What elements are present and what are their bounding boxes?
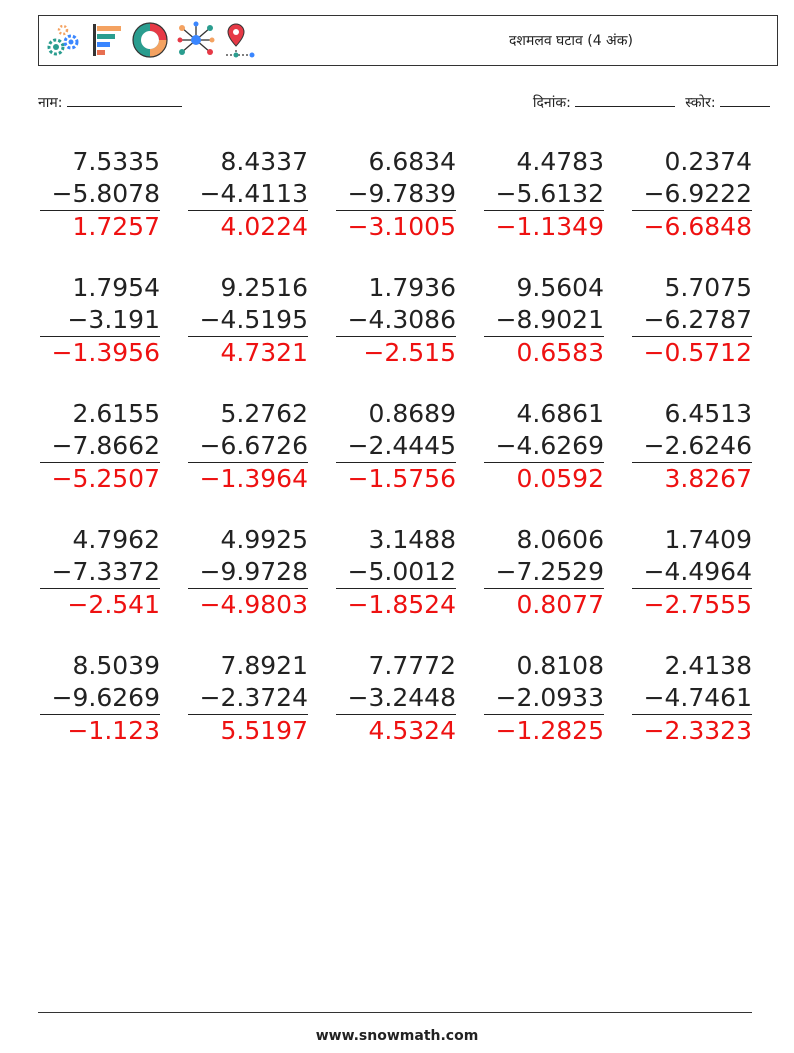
name-blank[interactable] [67,92,182,107]
problem-row [0,146,794,272]
subtrahend-value: −2.6246 [632,430,752,463]
problem-row [0,650,794,776]
minuend-value: 2.4138 [664,651,752,680]
subtraction-problem [188,272,308,369]
subtraction-problem [188,146,308,243]
minuend-value: 7.8921 [220,651,308,680]
subtraction-problem [336,272,456,369]
minuend-value: 8.0606 [516,525,604,554]
answer-value: 4.7321 [220,338,308,367]
answer-value: −1.3964 [199,464,308,493]
donut-chart-icon [130,20,170,60]
answer-value: −1.5756 [347,464,456,493]
score-label: स्कोर: [685,95,716,111]
minuend-value: 1.7409 [664,525,752,554]
answer-value: 0.0592 [516,464,604,493]
minuend-value: 1.7954 [72,273,160,302]
subtraction-problem [188,650,308,747]
subtraction-problem [336,398,456,495]
subtraction-problem [484,650,604,747]
subtraction-problem [632,398,752,495]
date-field [533,92,675,112]
score-blank[interactable] [720,92,770,107]
answer-value: −4.9803 [199,590,308,619]
answer-value: 0.6583 [516,338,604,367]
score-field [685,92,770,112]
subtrahend-value: −6.9222 [632,178,752,211]
minuend-value: 4.6861 [516,399,604,428]
answer-value: −1.8524 [347,590,456,619]
subtraction-problem [484,146,604,243]
minuend-value: 5.2762 [220,399,308,428]
subtrahend-value: −7.3372 [40,556,160,589]
subtrahend-value: −3.191 [40,304,160,337]
date-label: दिनांक: [532,95,571,111]
date-score-fields [533,92,770,112]
subtrahend-value: −4.6269 [484,430,604,463]
subtrahend-value: −2.4445 [336,430,456,463]
bar-chart-icon [90,20,124,60]
minuend-value: 0.2374 [664,147,752,176]
answer-value: −0.5712 [643,338,752,367]
answer-value: −2.3323 [643,716,752,745]
minuend-value: 7.5335 [72,147,160,176]
problem-row [0,398,794,524]
answer-value: 0.8077 [516,590,604,619]
minuend-value: 4.4783 [516,147,604,176]
subtraction-problem [40,524,160,621]
subtrahend-value: −8.9021 [484,304,604,337]
subtraction-problem [632,146,752,243]
problem-row [0,524,794,650]
subtraction-problem [40,272,160,369]
answer-value: −1.123 [67,716,160,745]
answer-value: 5.5197 [220,716,308,745]
subtraction-problem [484,272,604,369]
subtrahend-value: −5.8078 [40,178,160,211]
subtrahend-value: −3.2448 [336,682,456,715]
minuend-value: 7.7772 [368,651,456,680]
answer-value: −6.6848 [643,212,752,241]
subtraction-problem [336,650,456,747]
answer-value: −1.2825 [495,716,604,745]
subtrahend-value: −2.3724 [188,682,308,715]
answer-value: −2.541 [67,590,160,619]
subtraction-problem [484,524,604,621]
problem-row [0,272,794,398]
subtraction-problem [188,398,308,495]
answer-value: −1.3956 [51,338,160,367]
minuend-value: 4.7962 [72,525,160,554]
footer-url: www.snowmath.com [315,1028,479,1044]
minuend-value: 8.5039 [72,651,160,680]
subtrahend-value: −9.9728 [188,556,308,589]
subtrahend-value: −4.5195 [188,304,308,337]
answer-value: −3.1005 [347,212,456,241]
date-blank[interactable] [575,92,675,107]
subtrahend-value: −5.0012 [336,556,456,589]
answer-value: 4.5324 [368,716,456,745]
gears-icon [44,20,84,60]
answer-value: −2.515 [363,338,456,367]
subtraction-problem [336,524,456,621]
subtrahend-value: −4.4964 [632,556,752,589]
minuend-value: 8.4337 [220,147,308,176]
header-icons [44,20,258,60]
subtrahend-value: −2.0933 [484,682,604,715]
minuend-value: 0.8689 [368,399,456,428]
subtraction-problem [40,650,160,747]
subtraction-problem [188,524,308,621]
answer-value: 3.8267 [664,464,752,493]
name-label: नाम: [38,95,63,111]
footer-divider [38,1012,752,1013]
subtrahend-value: −7.2529 [484,556,604,589]
name-field [38,92,182,112]
subtrahend-value: −6.6726 [188,430,308,463]
minuend-value: 5.7075 [664,273,752,302]
worksheet-title: दशमलव घटाव (4 अंक) [509,33,633,49]
subtrahend-value: −9.6269 [40,682,160,715]
subtraction-problem [632,650,752,747]
subtrahend-value: −9.7839 [336,178,456,211]
subtrahend-value: −4.7461 [632,682,752,715]
subtraction-problem [40,398,160,495]
minuend-value: 9.2516 [220,273,308,302]
subtraction-problem [40,146,160,243]
subtraction-problem [484,398,604,495]
header-box [38,15,778,66]
minuend-value: 6.6834 [368,147,456,176]
subtraction-problem [336,146,456,243]
minuend-value: 3.1488 [368,525,456,554]
answer-value: −1.1349 [495,212,604,241]
subtraction-problem [632,524,752,621]
answer-value: 1.7257 [72,212,160,241]
network-icon [176,20,216,60]
subtrahend-value: −7.8662 [40,430,160,463]
answer-value: 4.0224 [220,212,308,241]
location-pin-icon [222,20,258,60]
minuend-value: 4.9925 [220,525,308,554]
minuend-value: 9.5604 [516,273,604,302]
minuend-value: 2.6155 [72,399,160,428]
minuend-value: 1.7936 [368,273,456,302]
subtrahend-value: −4.3086 [336,304,456,337]
subtrahend-value: −4.4113 [188,178,308,211]
subtrahend-value: −5.6132 [484,178,604,211]
subtrahend-value: −6.2787 [632,304,752,337]
answer-value: −5.2507 [51,464,160,493]
answer-value: −2.7555 [643,590,752,619]
minuend-value: 0.8108 [516,651,604,680]
minuend-value: 6.4513 [664,399,752,428]
subtraction-problem [632,272,752,369]
